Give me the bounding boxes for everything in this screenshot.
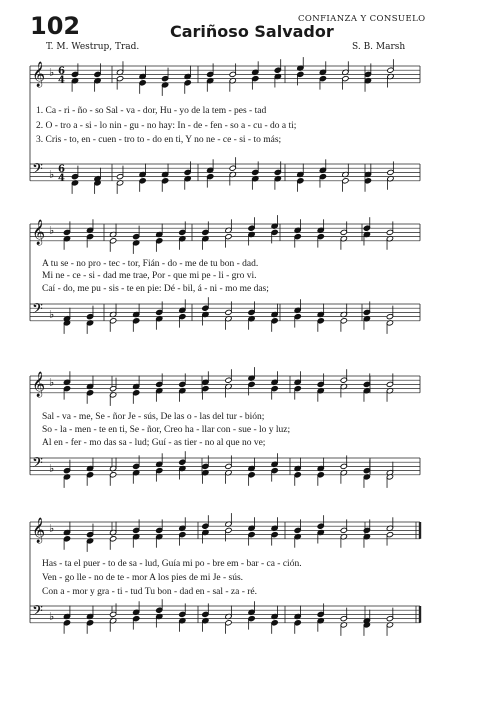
time-signature-bottom: 4 xyxy=(58,75,65,86)
flat-icon: ♭ xyxy=(49,224,55,237)
flat-icon: ♭ xyxy=(49,462,55,475)
flat-icon: ♭ xyxy=(49,168,55,181)
lyric-line: Mi ne - ce - si - dad me trae, Por - que mi pe - li - gro vi. xyxy=(42,271,257,281)
flat-icon: ♭ xyxy=(49,610,55,623)
lyric-line: Al en - fer - mo das sa - lud; Guí - as tier - no al que no ve; xyxy=(42,438,266,448)
hymn-title: Cariñoso Salvador xyxy=(170,22,334,41)
time-signature-top: 6 xyxy=(58,164,65,175)
lyric-line: So - la - men - te en ti, Se - ñor, Creo ha - llar con - sue - lo y luz; xyxy=(42,425,291,435)
lyric-line: A tu se - no pro - tec - tor, Fián - do - me de tu bon - dad. xyxy=(42,259,259,269)
composer-credit: S. B. Marsh xyxy=(352,42,406,52)
treble-clef-icon: 𝄞 xyxy=(32,220,46,245)
lyric-line: 2. O - tro a - si - lo nin - gu - no hay: In - de - fen - so a - cu - do a ti; xyxy=(36,121,297,131)
lyric-line: Con a - mor y gra - ti - tud Tu bon - dad en - sal - za - ré. xyxy=(42,587,258,597)
flat-icon: ♭ xyxy=(49,308,55,321)
hymn-number: 102 xyxy=(30,12,81,40)
lyricist-credit: T. M. Westrup, Trad. xyxy=(46,42,140,52)
flat-icon: ♭ xyxy=(49,376,55,389)
section-heading: CONFIANZA Y CONSUELO xyxy=(298,14,426,24)
lyric-line: Caí - do, me pu - sis - te en pie: Dé - bil, á - ni - mo me das; xyxy=(42,284,269,294)
bass-clef-icon: 𝄢 xyxy=(32,455,43,475)
flat-icon: ♭ xyxy=(49,522,55,535)
lyric-line: Sal - va - me, Se - ñor Je - sús, De las o - las del tur - bión; xyxy=(42,412,265,422)
lyric-line: 3. Cris - to, en - cuen - tro to - do en ti, Y no ne - ce - si - to más; xyxy=(36,135,282,145)
time-signature-top: 6 xyxy=(58,66,65,77)
lyric-line: Ven - go lle - no de te - mor A los pies de mi Je - sús. xyxy=(42,573,244,583)
treble-clef-icon: 𝄞 xyxy=(32,518,46,543)
treble-clef-icon: 𝄞 xyxy=(32,372,46,397)
lyric-line: 1. Ca - ri - ño - so Sal - va - dor, Hu - yo de la tem - pes - tad xyxy=(36,106,267,116)
bass-clef-icon: 𝄢 xyxy=(32,603,43,623)
time-signature-bottom: 4 xyxy=(58,173,65,184)
flat-icon: ♭ xyxy=(49,66,55,79)
lyric-line: Has - ta el puer - to de sa - lud, Guía mi po - bre em - bar - ca - ción. xyxy=(42,559,302,569)
bass-clef-icon: 𝄢 xyxy=(32,301,43,321)
bass-clef-icon: 𝄢 xyxy=(32,161,43,181)
treble-clef-icon: 𝄞 xyxy=(32,62,46,87)
